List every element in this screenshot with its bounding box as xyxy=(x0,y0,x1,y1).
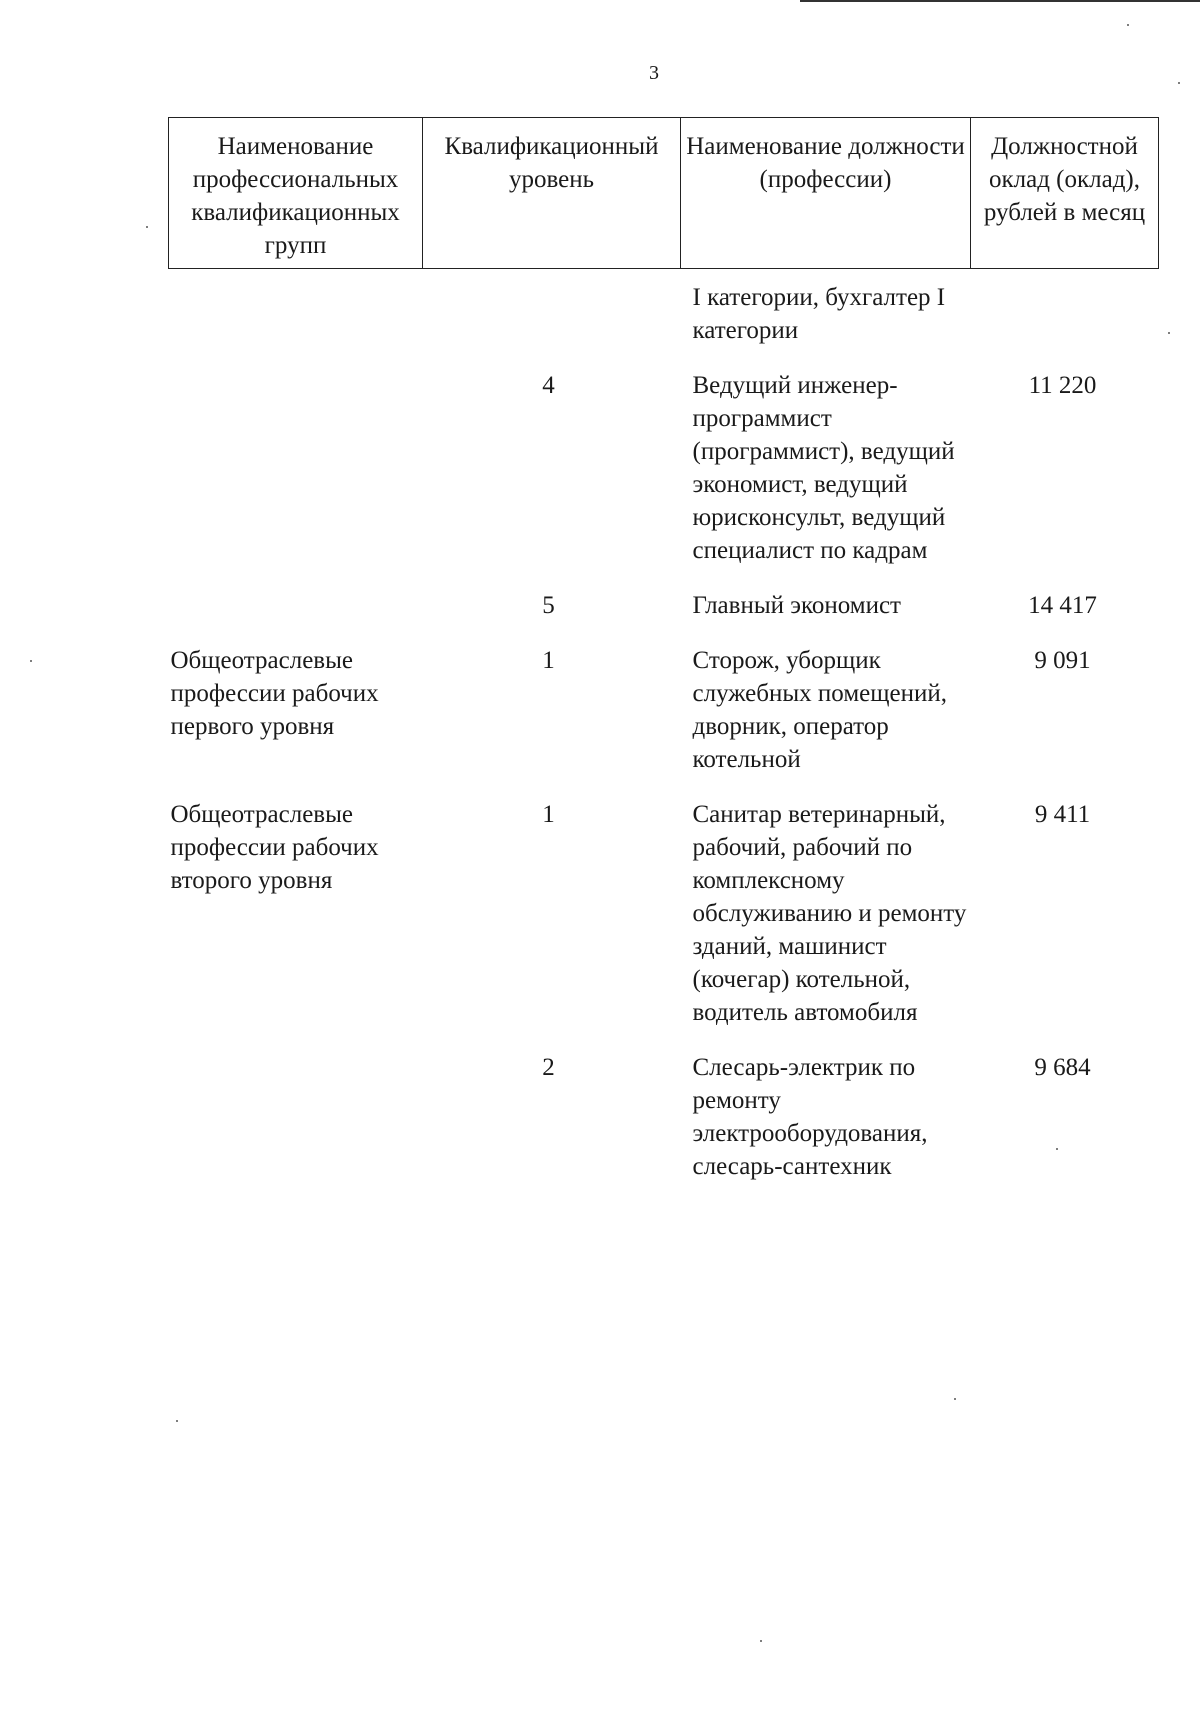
cell-level: 1 xyxy=(542,647,555,674)
cell-group: Общеотраслевые профессии рабочих первого уровня xyxy=(170,647,379,740)
scan-speck xyxy=(1056,1148,1058,1150)
table-row xyxy=(169,1051,1159,1205)
cell-group: Общеотраслевые профессии рабочих второго уровня xyxy=(170,801,379,894)
table-row xyxy=(169,589,1159,644)
cell-position: Сторож, уборщик служебных помещений, дворник, оператор котельной xyxy=(692,647,947,773)
scan-speck xyxy=(1127,24,1129,26)
cell-salary: 14 417 xyxy=(1028,592,1097,619)
cell-level: 2 xyxy=(542,1054,555,1081)
cell-salary: 9 091 xyxy=(1034,647,1091,674)
cell-salary: 9 684 xyxy=(1034,1054,1091,1081)
scan-speck xyxy=(1178,82,1180,84)
table-row xyxy=(169,369,1159,589)
table-row xyxy=(169,798,1159,1051)
cell-salary: 11 220 xyxy=(1028,372,1097,399)
scan-speck xyxy=(176,1420,178,1422)
scan-edge-line xyxy=(800,0,1200,2)
cell-position: Главный экономист xyxy=(692,592,901,619)
cell-salary xyxy=(971,269,1159,370)
cell-level: 1 xyxy=(542,801,555,828)
table-row xyxy=(169,644,1159,798)
cell-group xyxy=(169,589,423,644)
scan-speck xyxy=(954,1398,956,1400)
scan-speck xyxy=(760,1640,762,1642)
cell-position: I категории, бухгалтер I категории xyxy=(692,284,946,344)
cell-level: 4 xyxy=(542,372,555,399)
scan-speck xyxy=(146,226,148,228)
cell-group xyxy=(169,269,423,370)
scan-speck xyxy=(30,660,32,662)
cell-position: Санитар ветеринарный, рабочий, рабочий по комплексному обслуживанию и ремонту зданий, машинист (кочегар) котельной, водитель автомобиля xyxy=(692,801,967,1026)
table-header xyxy=(169,118,1159,269)
cell-group xyxy=(169,1051,423,1205)
page-number: 3 xyxy=(649,62,659,84)
cell-level xyxy=(423,269,681,370)
header-level: Квалификационный уровень xyxy=(423,118,681,269)
table-row xyxy=(169,269,1159,370)
scan-speck xyxy=(1168,332,1170,334)
header-salary: Должностной оклад (оклад), рублей в месяц xyxy=(971,118,1159,269)
header-position: Наименование должности (профессии) xyxy=(681,118,971,269)
header-group: Наименование профессиональных квалификационных групп xyxy=(169,118,423,269)
cell-position: Слесарь-электрик по ремонту электрооборудования, слесарь-сантехник xyxy=(692,1054,928,1180)
salary-table xyxy=(168,117,1159,1205)
cell-position: Ведущий инженер-программист (программист), ведущий экономист, ведущий юрисконсульт, ведущий специалист по кадрам xyxy=(692,372,955,564)
cell-level: 5 xyxy=(542,592,555,619)
cell-group xyxy=(169,369,423,589)
cell-salary: 9 411 xyxy=(1034,801,1091,828)
